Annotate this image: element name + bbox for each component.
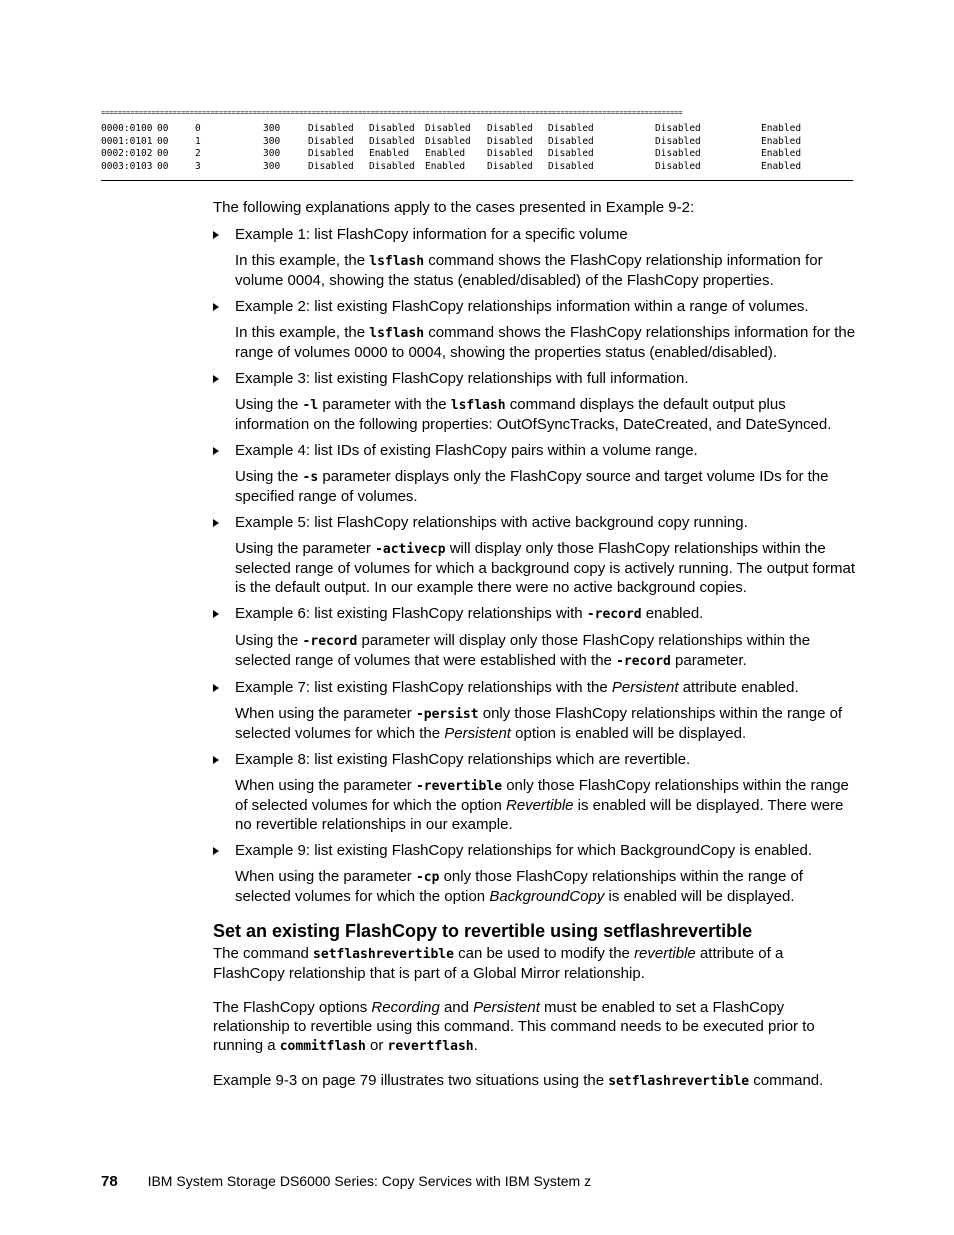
example-description (213, 539, 858, 597)
output-cell: Disabled (369, 135, 415, 147)
emphasis-text: Persistent (473, 999, 540, 1016)
output-cell: 300 (263, 135, 281, 147)
output-separator: ========================================================================================================================================== (101, 109, 683, 117)
example-title: Example 2: list existing FlashCopy relationships information within a range of volumes. (235, 298, 809, 315)
command-output-block (101, 109, 853, 181)
output-cell: Disabled (548, 123, 594, 134)
output-cell: 0001:0101 (101, 135, 153, 147)
output-cell: Enabled (369, 148, 410, 160)
inline-code: -s (302, 470, 319, 485)
output-cell: Disabled (548, 148, 594, 160)
output-cell: Disabled (308, 148, 354, 160)
inline-code: lsflash (369, 326, 425, 341)
text-run: attribute enabled. (678, 679, 799, 696)
output-cell: Disabled (655, 135, 701, 147)
example-title (235, 605, 703, 622)
example-title: Example 4: list IDs of existing FlashCopy pairs within a volume range. (235, 442, 698, 459)
example-bullet (213, 750, 858, 769)
section-paragraphs (213, 944, 858, 1091)
example-description (213, 867, 858, 906)
output-cell: Disabled (487, 148, 533, 160)
text-run: Using the (235, 468, 303, 485)
example-description (213, 251, 858, 290)
example-description (213, 776, 858, 834)
output-cell: Disabled (425, 123, 471, 134)
text-run: parameter. (670, 652, 747, 669)
example-title: Example 8: list existing FlashCopy relationships which are revertible. (235, 751, 691, 768)
example-title: Example 9: list existing FlashCopy relationships for which BackgroundCopy is enabled. (235, 842, 812, 859)
example-description (213, 704, 858, 743)
text-run: parameter displays only the FlashCopy source and target volume IDs for the specified range of volumes. (235, 468, 829, 505)
inline-code: lsflash (450, 398, 506, 413)
output-cell: Enabled (425, 161, 466, 173)
output-cell: Disabled (308, 123, 354, 134)
emphasis-text: Persistent (444, 725, 511, 742)
text-run: In this example, the (235, 324, 370, 341)
output-cell: Disabled (655, 148, 701, 160)
output-row (101, 148, 853, 161)
text-run: must be enabled to set a FlashCopy relationship to revertible using this command. This command needs to be executed prior to running a (213, 999, 815, 1054)
output-cell: 0002:0102 (101, 148, 153, 160)
output-row (101, 136, 853, 149)
output-cell: Enabled (761, 161, 802, 173)
intro-paragraph: The following explanations apply to the cases presented in Example 9-2: (213, 199, 695, 216)
inline-code: -persist (415, 707, 479, 722)
section-heading: Set an existing FlashCopy to revertible using setflashrevertible (213, 921, 753, 941)
text-run: only those FlashCopy relationships within the range of selected volumes for which the option (235, 777, 849, 814)
output-cell: Disabled (548, 135, 594, 147)
text-run: The FlashCopy options (213, 999, 372, 1016)
output-cell: Disabled (655, 123, 701, 134)
example-bullet (213, 225, 858, 244)
example-title: Example 1: list FlashCopy information for a specific volume (235, 226, 628, 243)
bullet-triangle-icon (213, 519, 219, 527)
inline-code: -record (616, 654, 671, 669)
output-cell: Disabled (548, 161, 594, 173)
example-bullet (213, 513, 858, 532)
text-run: Using the (235, 632, 303, 649)
text-run: The command (213, 945, 314, 962)
text-run: Example 7: list existing FlashCopy relationships with the (235, 679, 612, 696)
output-cell: Enabled (761, 123, 802, 134)
example-bullet (213, 678, 858, 697)
example-bullet (213, 441, 858, 460)
example-list (213, 225, 858, 906)
text-run: only those FlashCopy relationships within the range of selected volumes for which the option (235, 868, 803, 905)
page-number: 78 (101, 1173, 118, 1190)
example-bullet (213, 369, 858, 388)
text-run: command. (749, 1072, 824, 1089)
emphasis-text: Persistent (611, 679, 679, 696)
emphasis-text: Revertible (505, 797, 574, 814)
main-content (213, 198, 858, 1106)
inline-code: -cp (415, 870, 440, 885)
inline-code: revertflash (387, 1039, 474, 1054)
output-cell: 1 (195, 135, 201, 147)
output-cell: 3 (195, 161, 201, 173)
text-run: Example 6: list existing FlashCopy relationships with (235, 605, 587, 622)
example-title (235, 679, 799, 696)
bullet-triangle-icon (213, 684, 219, 692)
text-run: is enabled will be displayed. (604, 888, 795, 905)
text-run: can be used to modify the (453, 945, 635, 962)
output-cell: 00 (157, 161, 169, 173)
text-run: In this example, the (235, 252, 370, 269)
output-row (101, 123, 853, 136)
inline-code: commitflash (279, 1039, 366, 1054)
output-cell: Enabled (761, 148, 802, 160)
inline-code: -l (302, 398, 319, 413)
output-cell: 00 (157, 148, 169, 160)
output-row (101, 161, 853, 174)
bullet-triangle-icon (213, 303, 219, 311)
inline-code: setflashrevertible (608, 1074, 750, 1089)
output-cell: 0003:0103 (101, 161, 153, 173)
inline-code: setflashrevertible (313, 947, 454, 962)
output-cell: Disabled (369, 123, 415, 134)
output-cell: 00 (157, 123, 169, 134)
text-run: parameter will display only those FlashCopy relationships within the selected range of volumes that were established with the (235, 632, 811, 669)
emphasis-text: Recording (371, 999, 440, 1016)
text-run: enabled. (641, 605, 704, 622)
output-cell: Enabled (425, 148, 466, 160)
bullet-triangle-icon (213, 375, 219, 383)
text-run: Example 9-3 on page 79 illustrates two situations using the (213, 1072, 609, 1089)
output-cell: Disabled (369, 161, 415, 173)
section-paragraph (213, 998, 858, 1056)
example-description (213, 467, 858, 506)
output-cell: 0000:0100 (101, 123, 153, 134)
output-cell: Disabled (308, 135, 354, 147)
text-run: Using the parameter (235, 540, 376, 557)
text-run: or (365, 1037, 388, 1054)
text-run: only those FlashCopy relationships within the range of selected volumes for which the (235, 705, 843, 742)
book-title: IBM System Storage DS6000 Series: Copy Services with IBM System z (147, 1173, 592, 1189)
example-bullet (213, 841, 858, 860)
text-run: and (439, 999, 474, 1016)
bullet-triangle-icon (213, 847, 219, 855)
bullet-triangle-icon (213, 447, 219, 455)
text-run: option is enabled will be displayed. (510, 725, 747, 742)
output-cell: 2 (195, 148, 201, 160)
output-cell: Disabled (308, 161, 354, 173)
bullet-triangle-icon (213, 610, 219, 618)
text-run: command shows the FlashCopy relationship information for volume 0004, showing the status (enabled/disabled) of the FlashCopy properties. (235, 252, 823, 289)
section-paragraph (213, 1071, 858, 1091)
output-rows (101, 123, 853, 174)
bullet-triangle-icon (213, 231, 219, 239)
text-run: When using the parameter (235, 777, 416, 794)
inline-code: lsflash (369, 254, 425, 269)
output-cell: Disabled (487, 135, 533, 147)
inline-code: -record (586, 607, 642, 622)
output-cell: Enabled (761, 135, 802, 147)
section-paragraph (213, 944, 858, 983)
example-description (213, 631, 858, 671)
emphasis-text: BackgroundCopy (489, 888, 605, 905)
output-cell: 300 (263, 148, 281, 160)
output-cell: Disabled (425, 135, 471, 147)
inline-code: -revertible (415, 779, 503, 794)
text-run: When using the parameter (235, 868, 416, 885)
text-run: will display only those FlashCopy relationships within the selected range of volumes for which a background copy is actively running. The output format is the default output. In our example there were no active background copies. (235, 540, 856, 596)
example-description (213, 395, 858, 434)
output-cell: Disabled (655, 161, 701, 173)
inline-code: -activecp (375, 542, 446, 557)
page-footer (101, 1173, 861, 1190)
output-cell: 0 (195, 123, 201, 134)
output-cell: 300 (263, 161, 281, 173)
output-cell: Disabled (487, 123, 533, 134)
text-run: . (473, 1037, 478, 1054)
text-run: command displays the default output plus information on the following properties: OutOfSyncTracks, DateCreated, and DateSynced. (235, 396, 832, 433)
output-cell: 300 (263, 123, 281, 134)
text-run: attribute of a FlashCopy relationship that is part of a Global Mirror relationship. (213, 945, 784, 982)
output-cell: Disabled (487, 161, 533, 173)
inline-code: -record (302, 634, 358, 649)
example-bullet (213, 297, 858, 316)
text-run: command shows the FlashCopy relationships information for the range of volumes 0000 to 0004, showing the properties status (enabled/disabled). (235, 324, 856, 361)
text-run: Using the (235, 396, 303, 413)
text-run: is enabled will be displayed. There were no revertible relationships in our example. (235, 797, 844, 833)
example-description (213, 323, 858, 362)
example-title: Example 5: list FlashCopy relationships with active background copy running. (235, 514, 748, 531)
example-bullet (213, 604, 858, 624)
emphasis-text: revertible (634, 945, 696, 962)
text-run: parameter with the (318, 396, 451, 413)
output-cell: 00 (157, 135, 169, 147)
bullet-triangle-icon (213, 756, 219, 764)
text-run: When using the parameter (235, 705, 416, 722)
example-title: Example 3: list existing FlashCopy relationships with full information. (235, 370, 689, 387)
